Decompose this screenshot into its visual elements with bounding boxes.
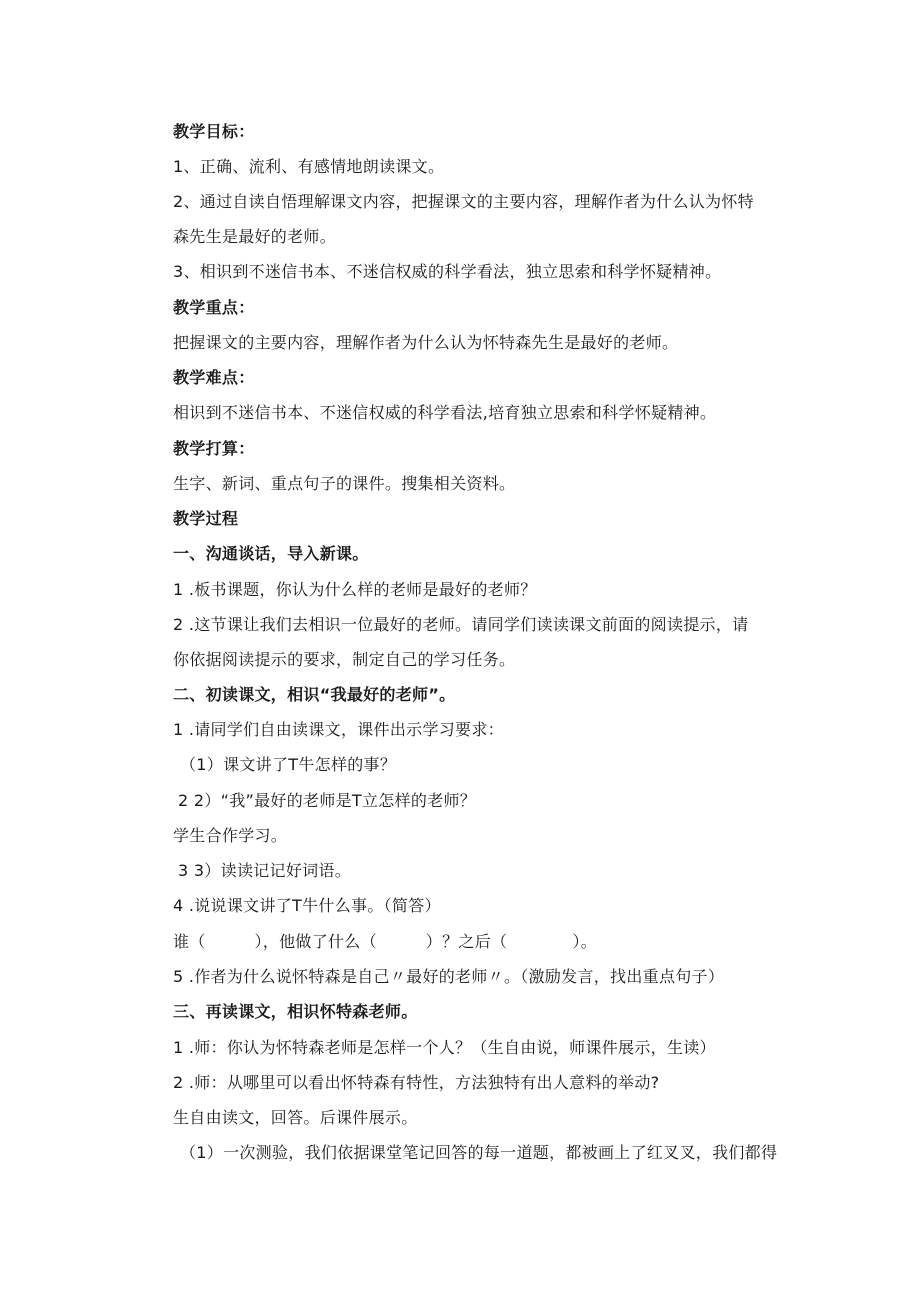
fill-in-blank-line: 谁（ ），他做了什么（ ）？之后（ ）。 — [173, 932, 598, 951]
section-3-item-2: 2 .师：从哪里可以看出怀特森有特性，方法独特有出人意料的举动? — [173, 1073, 660, 1092]
student-reading-text: 生自由读文，回答。后课件展示。 — [173, 1108, 418, 1127]
section-2-item-4: 4 .说说课文讲了T牛什么事。（简答） — [173, 896, 441, 915]
section-1-item-1: 1 .板书课题，你认为什么样的老师是最好的老师？ — [173, 580, 537, 599]
section-3-heading: 三、再读课文，相识怀特森老师。 — [173, 1002, 418, 1021]
section-2-item-5: 5 .作者为什么说怀特森是自己〃最好的老师〃。（激励发言，找出重点句子） — [173, 967, 725, 986]
section-1-item-2: 2 .这节课让我们去相识一位最好的老师。请同学们读读课文前面的阅读提示，请 — [173, 615, 749, 634]
cooperative-study-text: 学生合作学习。 — [173, 826, 288, 845]
sub-item-1: （1）一次测验，我们依据课堂笔记回答的每一道题，都被画上了红叉叉，我们都得 — [180, 1143, 778, 1162]
heading-teaching-goals: 教学目标： — [173, 122, 255, 141]
heading-difficult-points: 教学难点： — [173, 368, 255, 387]
section-1-heading: 一、沟通谈话，导入新课。 — [173, 544, 369, 563]
key-points-text: 把握课文的主要内容，理解作者为什么认为怀特森先生是最好的老师。 — [173, 333, 679, 352]
goal-item-2-continued: 森先生是最好的老师。 — [173, 227, 337, 246]
difficult-points-text: 相识到不迷信书本、不迷信权威的科学看法,培育独立思索和科学怀疑精神。 — [173, 403, 717, 422]
section-2-heading: 二、初读课文，相识“我最好的老师”。 — [173, 685, 456, 704]
section-1-item-2-continued: 你依据阅读提示的要求，制定自己的学习任务。 — [173, 650, 516, 669]
requirement-1: （1）课文讲了T牛怎样的事？ — [180, 755, 397, 774]
section-3-item-1: 1 .师：你认为怀特森老师是怎样一个人？（生自由说，师课件展示，生读） — [173, 1038, 716, 1057]
preparation-text: 生字、新词、重点句子的课件。搜集相关资料。 — [173, 474, 516, 493]
goal-item-1: 1、正确、流利、有感情地朗读课文。 — [173, 157, 445, 176]
heading-teaching-process: 教学过程 — [173, 509, 239, 528]
section-2-item-1: 1 .请同学们自由读课文，课件出示学习要求： — [173, 720, 504, 739]
requirement-3: 3 3）读读记记好词语。 — [178, 861, 352, 880]
requirement-2: 2 2）“我”最好的老师是T立怎样的老师？ — [178, 791, 477, 810]
goal-item-2: 2、通过自读自悟理解课文内容，把握课文的主要内容，理解作者为什么认为怀特 — [173, 192, 754, 211]
heading-preparation: 教学打算： — [173, 439, 255, 458]
goal-item-3: 3、相识到不迷信书本、不迷信权威的科学看法，独立思索和科学怀疑精神。 — [173, 262, 722, 281]
heading-key-points: 教学重点： — [173, 298, 255, 317]
